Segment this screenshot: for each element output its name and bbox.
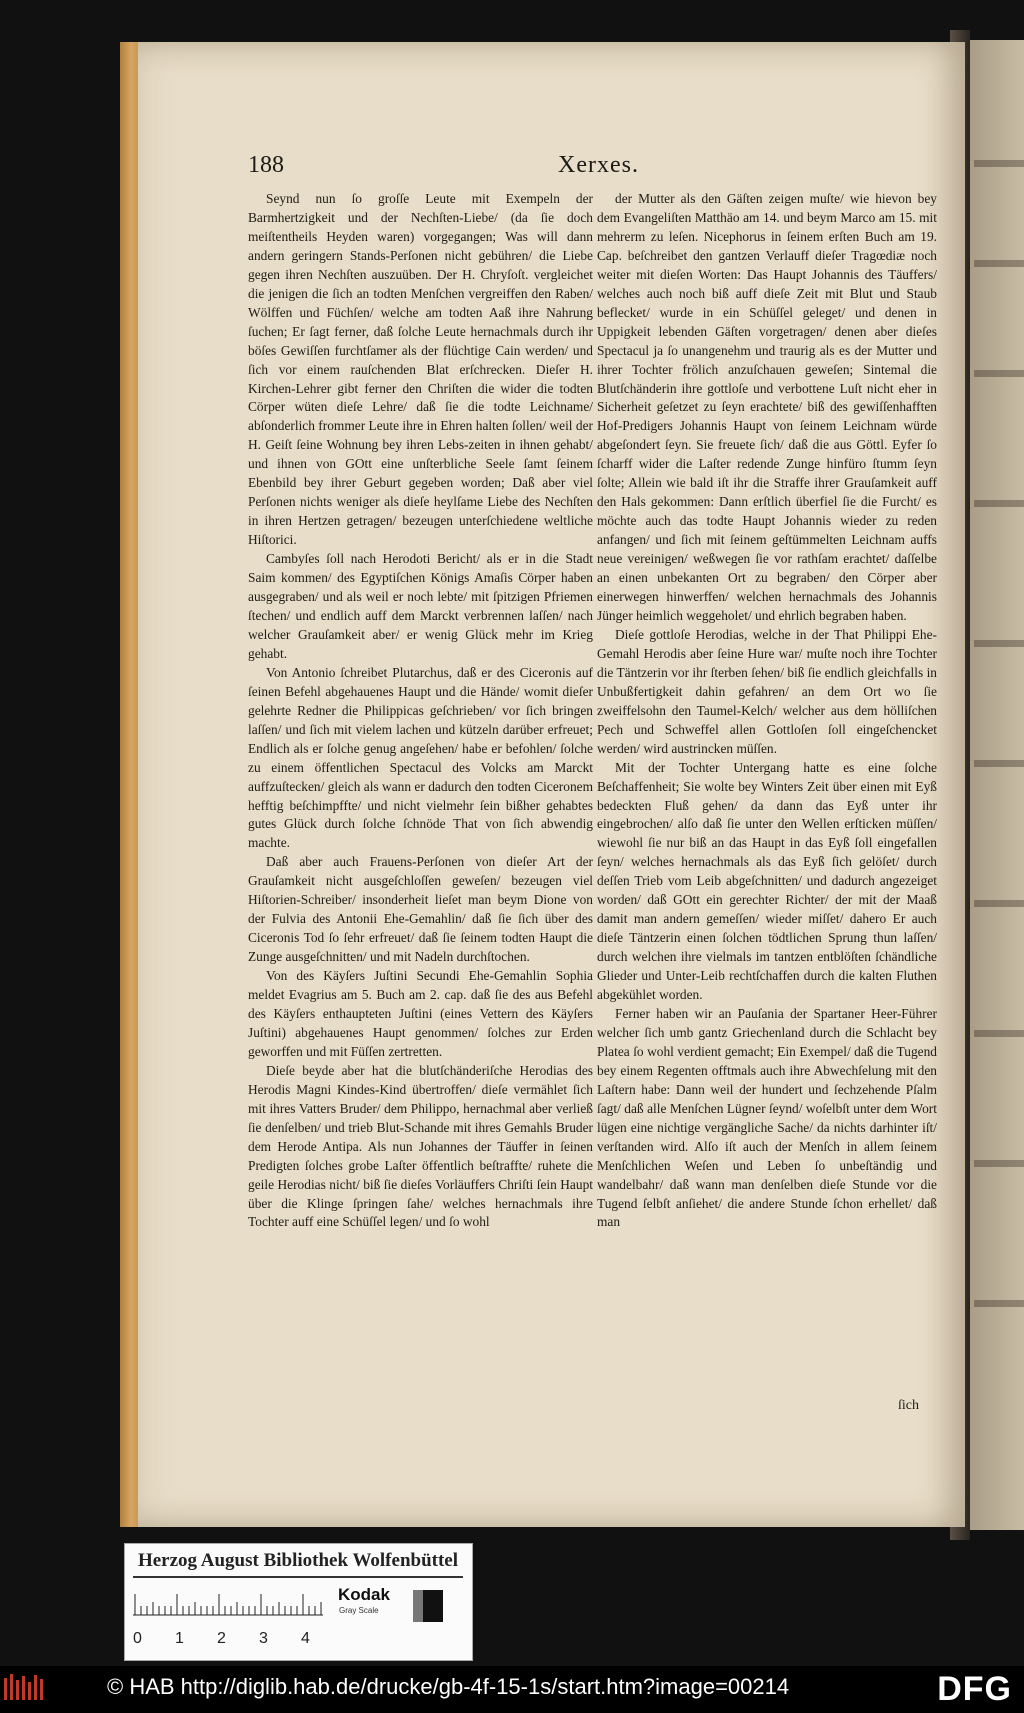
gray-scale-label: Gray Scale: [339, 1606, 379, 1615]
ruler-number: 3: [259, 1630, 268, 1647]
paragraph: Cambyſes ſoll nach Herodoti Bericht/ als er in die Stadt Saim kommen/ des Egyptiſchen Königs Amaſis Cörper haben ausgegraben/ und als weil er noch lebte/ mit ſpitzigen Pfriemen ſtechen/ und endlich auff dem Marckt verbrennen laſſen/ nach welcher Grauſamkeit aber/ er wenig Glück mehr im Krieg gehabt.: [248, 551, 593, 661]
text-column-right: [597, 190, 937, 1232]
paragraph: Seynd nun ſo groſſe Leute mit Exempeln der Barmhertzigkeit und der Nechſten-Liebe/ (da ſie doch meiſtentheils Heyden waren) vorgegangen; Was will dann andern geringern Stands-Perſonen nicht gebühren/ die Liebe gegen ihren Nechſten auszuüben. Der H. Chryſoſt. vergleichet die jenigen die ſich an todten Menſchen vergreiffen den Raben/ Wölffen und Füchſen/ welche am todten Aaß ihre Nahrung ſuchen; Er ſagt ferner, daß ſolche Leute hernachmals durch ihr böſes Gewiſſen furchtſamer als der flüchtige Cain werden/ und ſich vor einem rauſchenden Blat erſchrecken. Dieſer H. Kirchen-Lehrer gibt ferner den Chriſten die wider die todten Cörper wüten dieſe Lehre/ daß ſie die todte Leichname/ abſonderlich frommer Leute ihre in Ehren halten ſollen/ weil der H. Geiſt ſeine Wohnung bey ihren Lebs-zeiten in ihnen gehabt/ und ihnen von GOtt eine unſterbliche Seele ſamt ſeinem Ebenbild bey ihrer Geburt gegeben worden; Daß aber viel Perſonen nichts weniger als dieſe heylſame Liebe des Nechſten in ihren Hertzen getragen/ bezeugen unterſchiedene weltliche Hiſtorici.: [248, 191, 593, 548]
text-column-left: [248, 190, 593, 1232]
paragraph: Dieſe gottloſe Herodias, welche in der That Philippi Ehe-Gemahl Herodis aber ſeine Hure war/ muſte noch ihre Tochter die Täntzerin vor ihr ſterben ſehen/ biß ſie endlich gleichfalls in Unbußfertigkeit dahin gefahren/ an dem Ort wo ſie zweiffelsohn den Taumel-Kelch/ welcher aus dem hölliſchen Pech und Schweffel allen Gottloſen ſoll eingeſchencket werden/ wird austrincken müſſen.: [597, 626, 937, 756]
paragraph: Daß aber auch Frauens-Perſonen von dieſer Art der Grauſamkeit nicht ausgeſchloſſen geweſen/ bezeugen viel Hiſtorien-Schreiber/ insonderheit lieſet man beym Dione von der Fulvia des Antonii Ehe-Gemahlin/ daß ſie ſich über des Ciceronis Tod ſo ſehr erfreuet/ daß ſie ſeinem todten Haupt die Zunge ausgeſchnitten/ und mit Nadeln durchſtochen.: [248, 854, 593, 965]
kodak-logo: Kodak: [338, 1585, 390, 1604]
paragraph: Mit der Tochter Untergang hatte es eine ſolche Beſchaffenheit; Sie wolte bey Winters Zeit über einen mit Eyß bedeckten Fluß gehen/ da dann das Eyß unter ihr eingebrochen/ alſo daß ſie unter den Wellen erſticken müſſen/ wiewohl ſie nur biß an das Haupt in das Eyß ſoll eingefallen ſeyn/ welches hernachmals als das Eyß ſich gelöſet/ durch deſſen Trieb vom Leib abgeſchnitten/ und dadurch angezeiget worden/ daß GOtt ein gerechter Richter/ der mit der Maaß damit man andern gemeſſen/ wieder miſſet/ dahero Er auch dieſe Täntzerin einen ſolchen tödtlichen Sprung thun laſſen/ durch welchen ihre vielmals im tantzen entblöſten ſchändliche Glieder und Unter-Leib rechtſchaffen durch die kalten Fluthen abgekühlet worden.: [597, 759, 937, 1003]
ruler-number: 2: [217, 1630, 226, 1647]
book-fore-edge: [120, 42, 140, 1527]
facing-page-edge: [968, 40, 1024, 1530]
ruler-scale: [133, 1594, 323, 1616]
paragraph: der Mutter als den Gäſten zeigen muſte/ wie hievon bey dem Evangeliſten Matthäo am 14. und beym Marco am 15. mit mehrerm zu leſen. Nicephorus in ſeinem erſten Buch am 19. Cap. beſchreibet den gantzen Verlauff dieſer Tragœdiæ noch weiter mit dieſen Worten: Das Haupt Johannis des Täuffers/ welches auch noch biß auff dieſe Zeit mit Blut und Staub beflecket/ wurde in ein Schüſſel geleget/ und denen in Uppigkeit lebenden Gäſten vorgetragen/ denen aber dieſes Spectacul ja ſo unangenehm und traurig als es der Mutter und ihrer Tochter frölich anzuſchauen geweſen; Sintemal die Blutſchänderin ihre gottloſe und verbottene Luſt nicht eher in Sicherheit geſetzet zu ſeyn erachtete/ biß des gewiſſenhafften Hof-Predigers Johannis Haupt von ſeinem Leichnam würde abgeſondert ſeyn. Sie freuete ſich/ daß die aus Göttl. Eyfer ſo ſcharff wider die Laſter redende Zunge hinfüro ſtumm ſeyn ſolte; Allein wie bald iſt ihr die Straffe ihrer Grauſamkeit auff den Hals gekommen: Dann erſtlich überfiel ſie die Furcht/ es möchte auch das todte Haupt Johannis wieder zu reden anfangen/ und ſich mit ſeinem geſtümmelten Leichnam auffs neue vereinigen/ weßwegen ſie vor rathſam erachtet/ daſſelbe an einen unbekanten Ort zu begraben/ den Cörper aber einerwegen hinwerffen/ welchen hernachmals des Johannis Jünger heimlich weggeholet/ und ehrlich begraben haben.: [597, 191, 937, 623]
paragraph: Von des Käyſers Juſtini Secundi Ehe-Gemahlin Sophia meldet Evagrius am 5. Buch am 2. cap. daß ſie des aus Befehl des Käyſers enthaupteten Juſtini (eines Vettern des Käyſers Juſtini) abgehauenes Haupt genommen/ ſolches zur Erden geworffen und mit Füſſen zertretten.: [248, 968, 593, 1059]
footer-credit-link[interactable]: © HAB http://diglib.hab.de/drucke/gb-4f-15-1s/start.htm?image=00214: [107, 1674, 790, 1699]
page-number: 188: [248, 152, 284, 178]
ruler-number: 1: [175, 1630, 184, 1647]
gray-patch: [413, 1590, 423, 1622]
barcode-logo-icon: [2, 1672, 47, 1704]
footer-bar: [0, 1666, 1024, 1713]
ruler-number: 4: [301, 1630, 310, 1647]
ruler-number: 0: [133, 1630, 142, 1647]
dfg-logo: DFG: [937, 1670, 1012, 1708]
paragraph: Dieſe beyde aber hat die blutſchänderiſche Herodias des Herodis Magni Kindes-Kind übertroffen/ dieſe vermählet ſich mit ihres Vatters Bruder/ dem Philippo, hernachmal aber verließ ſie denſelben/ und trieb Blut-Schande mit ihres Gemahls Bruder dem Herode Antipa. Als nun Johannes der Täuffer in ſeinen Predigten ſolches grobe Laſter öffentlich beſtraffte/ ruhete die geile Herodias nicht/ biß ſie dieſes Vorläuffers Chriſti ſein Haupt über die Klinge ſpringen ſahe/ welches hernachmals ihre Tochter auff eine Schüſſel legen/ und ſo wohl: [248, 1062, 593, 1230]
running-title: Xerxes.: [558, 152, 639, 178]
catchword: ſich: [898, 1398, 919, 1413]
black-patch: [423, 1590, 443, 1622]
library-color-target: [124, 1543, 473, 1661]
paragraph: Ferner haben wir an Pauſania der Spartaner Heer-Führer welcher ſich umb gantz Griechenland durch die Schlacht bey Platea ſo wohl verdient gemacht; Ein Exempel/ daß die Tugend bey einem Regenten offtmals auch ihre Abwechſelung mit den Laſtern habe: Dann weil der hundert und ſechzehende Pſalm ſagt/ daß alle Menſchen Lügner ſeynd/ woſelbſt unter dem Wort lügen eine nichtige vergängliche Sache/ da nichts darhinter iſt/ verſtanden wird. Alſo iſt auch der Menſch in allem ſeinem Menſchlichen Weſen und Leben ſo unbeſtändig und wandelbahr/ daß wann man denſelben dieſe Stunde vor die Tugend ſelbſt anſiehet/ die andere Stunde ſchon erhellet/ daß man: [597, 1005, 937, 1230]
paragraph: Von Antonio ſchreibet Plutarchus, daß er des Ciceronis auf ſeinen Befehl abgehauenes Haupt und die Hände/ womit dieſer gelehrte Redner die Philippicas geſchrieben/ vor ſich bringen laſſen/ und ſich mit vielem lachen und kützeln darüber erfreuet; Endlich als er ſolche genug angeſehen/ habe er befohlen/ ſolche zu einem öffentlichen Spectacul des Volcks am Marckt auffzuſtecken/ gleich als wann er dadurch den todten Ciceronem hefftig beſchimpffte/ und nicht vielmehr ſein bißher gehabtes gutes Glück durch ſolche ſchnöde That von ſich abwendig machte.: [248, 664, 593, 851]
library-name: Herzog August Bibliothek Wolfenbüttel: [133, 1550, 463, 1578]
